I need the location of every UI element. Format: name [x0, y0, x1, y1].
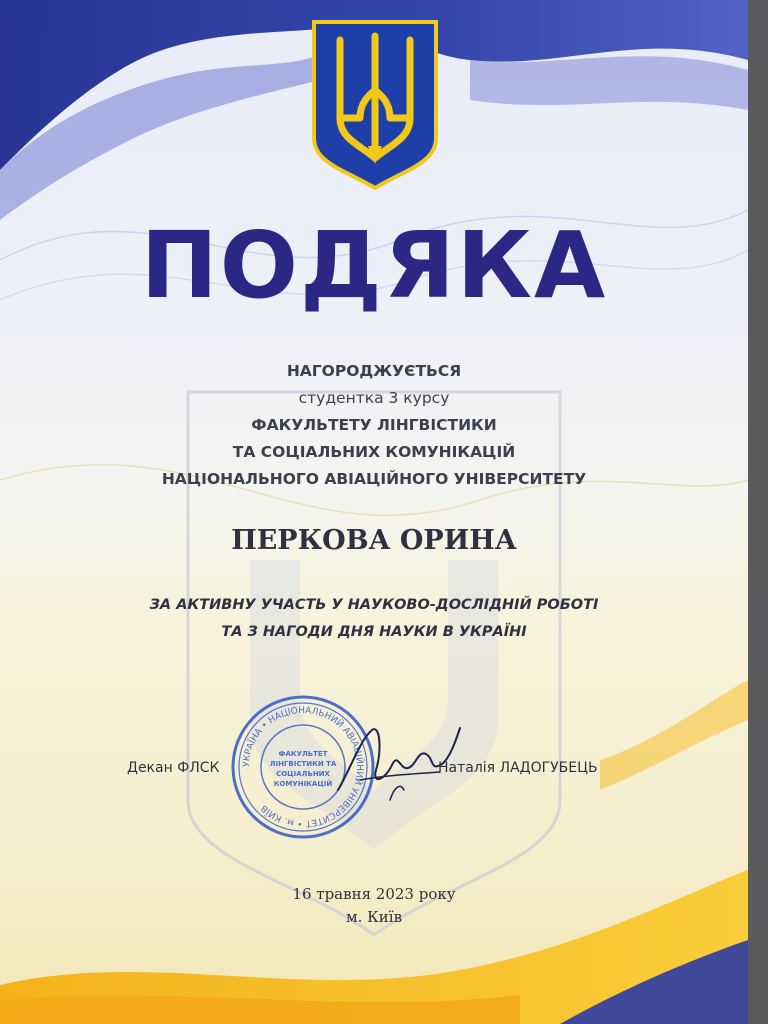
university-line: НАЦІОНАЛЬНОГО АВІАЦІЙНОГО УНІВЕРСИТЕТУ	[161, 470, 587, 488]
reason-line-1: ЗА АКТИВНУ УЧАСТЬ У НАУКОВО-ДОСЛІДНІЙ РОБОТІ	[149, 597, 599, 613]
svg-text:ФАКУЛЬТЕТ: ФАКУЛЬТЕТ	[278, 750, 328, 758]
issue-date: 16 травня 2023 року	[292, 885, 456, 903]
issue-city: м. Київ	[345, 908, 403, 926]
awarded-line: НАГОРОДЖУЄТЬСЯ	[286, 362, 462, 380]
svg-text:ЛІНГВІСТИКИ ТА: ЛІНГВІСТИКИ ТА	[269, 760, 337, 768]
faculty-line-2: ТА СОЦІАЛЬНИХ КОМУНІКАЦІЙ	[232, 443, 516, 461]
recipient-name: ПЕРКОВА ОРИНА	[231, 525, 517, 556]
faculty-line-1: ФАКУЛЬТЕТУ ЛІНГВІСТИКИ	[251, 416, 497, 434]
certificate-title: ПОДЯКА	[140, 212, 608, 319]
svg-text:СОЦІАЛЬНИХ: СОЦІАЛЬНИХ	[276, 770, 330, 778]
course-line: студентка 3 курсу	[298, 389, 450, 407]
reason-line-2: ТА З НАГОДИ ДНЯ НАУКИ В УКРАЇНІ	[221, 624, 527, 640]
award-details	[0, 358, 748, 493]
signer-name: Наталія ЛАДОГУБЕЦЬ	[438, 760, 598, 776]
signer-position: Декан ФЛСК	[127, 760, 220, 776]
award-reason	[0, 592, 748, 646]
trident-coat-of-arms-icon	[310, 18, 440, 190]
stamp-ring-text: УКРАЇНА • НАЦІОНАЛЬНИЙ АВІАЦІЙНИЙ УНІВЕРСИТЕТ • м. КИЇВ	[241, 705, 365, 829]
svg-text:КОМУНІКАЦІЙ: КОМУНІКАЦІЙ	[273, 780, 333, 788]
